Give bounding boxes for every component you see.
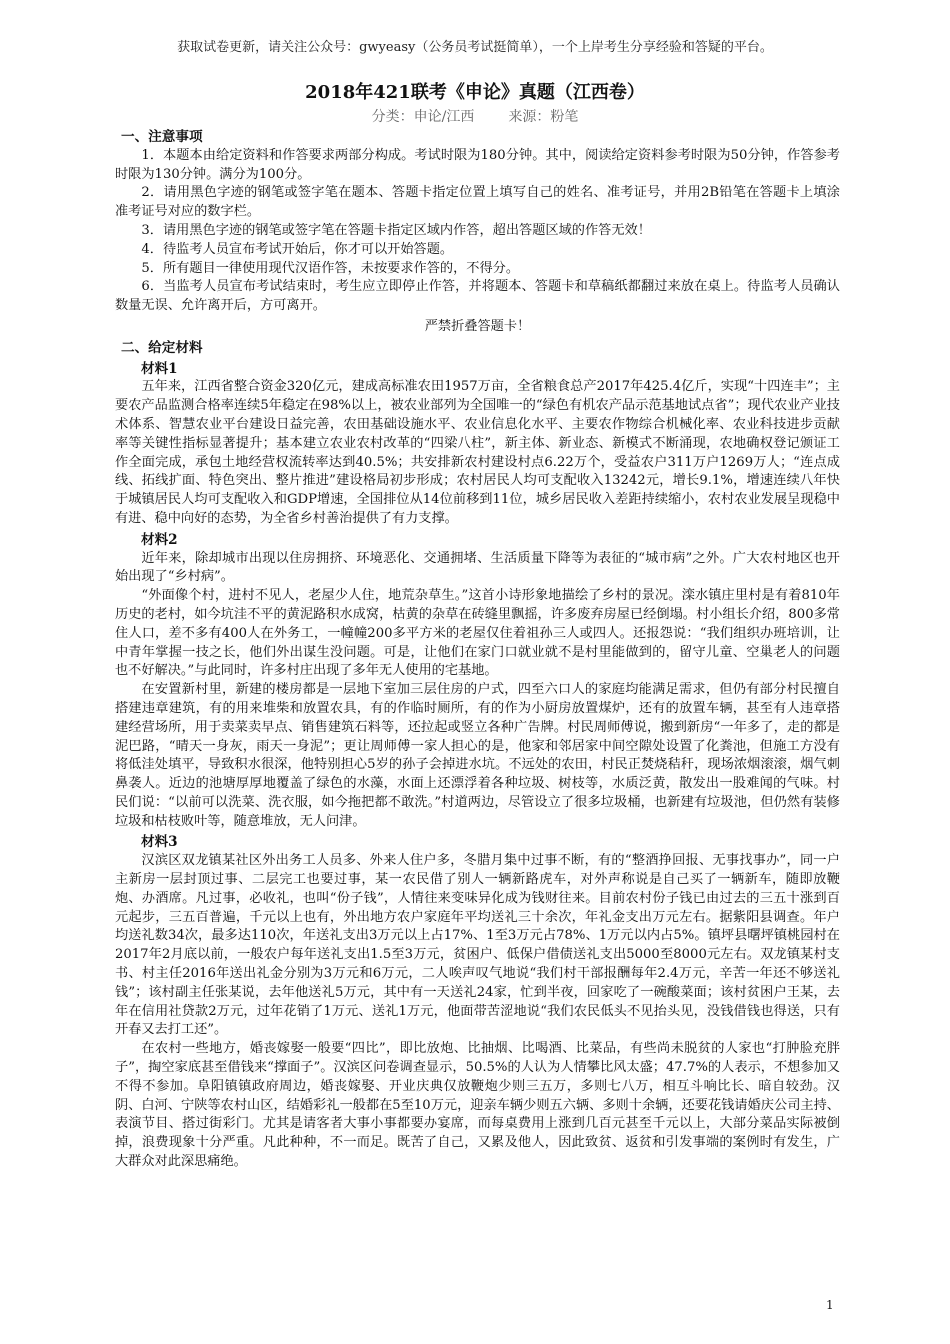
material-2-title: 材料2 xyxy=(141,531,178,548)
category-label: 分类：申论/江西 xyxy=(371,109,475,125)
material-1-title: 材料1 xyxy=(141,360,178,377)
note-item: 3．请用黑色字迹的钢笔或签字笔在答题卡指定区域内作答，超出答题区域的作答无效！ xyxy=(141,222,651,238)
material-2-paragraph: “外面像个村，进村不见人，老屋少人住，地荒杂草生。”这首小诗形象地描绘了乡村的景况。滦水镇庄里村是有着810年历史的老村，如今坑洼不平的黄泥路积水成窝，枯黄的杂草在砖缝里飘摇，许多废弃房屋已经倒塌。村小组长介绍，800多常住人口，差不多有400人在外务工，一幢幢200多平方米的老屋仅住着祖孙三人或四人。还报怨说：“我们组织办班培训，让中青年掌握一技之长，他们外出谋生没问题。可是，让他们在家门口就业就不是村里能做到的，留守儿童、空巢老人的问题也不好解决。”与此同时，许多村庄出现了多年无人使用的宅基地。 xyxy=(115,588,840,679)
material-3-paragraph: 在农村一些地方，婚丧嫁娶一般要“四比”，即比放炮、比抽烟、比喝酒、比菜品，有些尚未脱贫的人家也“打肿脸充胖子”，掏空家底甚至借钱来“撑面子”。汉滨区问卷调查显示，50.5%的人认为人情攀比风太盛；47.7%的人表示，不想参加又不得不参加。阜阳镇镇政府周边，婚丧嫁娶、开业庆典仅放鞭炮少则三五万，多则七八万，相互斗响比长、暗自较劲。汉阴、白河、宁陕等农村山区，结婚彩礼一般都在5至10万元，迎亲车辆少则五六辆、多则十余辆，还要花钱请婚庆公司主持、表演节目、搭过街彩门。尤其是请客者大事小事都要办宴席，而每桌费用上涨到几百元甚至千元以上，大部分菜品实际被倒掉，浪费现象十分严重。凡此种种，不一而足。既苦了自己，又累及他人，因此致贫、返贫和引发事端的案例时有发生，广大群众对此深思痛绝。 xyxy=(115,1041,840,1170)
document-meta xyxy=(0,106,950,126)
note-item: 5．所有题目一律使用现代汉语作答，未按要求作答的，不得分。 xyxy=(141,260,520,276)
note-item: 4．待监考人员宣布考试开始后，你才可以开始答题。 xyxy=(141,241,454,257)
notes-list xyxy=(115,147,840,316)
notes-heading: 一、注意事项 xyxy=(121,129,203,145)
note-item: 6．当监考人员宣布考试结束时，考生应立即停止作答，并将题本、答题卡和草稿纸都翻过来放在桌上。待监考人员确认数量无误、允许离开后，方可离开。 xyxy=(115,279,840,314)
note-item: 1．本题本由给定资料和作答要求两部分构成。考试时限为180分钟。其中，阅读给定资料参考时限为50分钟，作答参考时限为130分钟。满分为100分。 xyxy=(115,147,840,182)
material-3-title: 材料3 xyxy=(141,834,178,851)
material-1-paragraph: 五年来，江西省整合资金320亿元，建成高标准农田1957万亩，全省粮食总产2017年425.4亿斤，实现“十四连丰”；主要农产品监测合格率连续5年稳定在98%以上，被农业部列为全国唯一的“绿色有机农产品示范基地试点省”；现代农业产业技术体系、智慧农业平台建设日益完善，农田基础设施水平、农业信息化水平、主要农作物综合机械化率、农业科技进步贡献率等关键性指标显著提升；基本建立农业农村改革的“四梁八柱”，新主体、新业态、新模式不断涌现，农地确权登记颁证工作全面完成，承包土地经营权流转率达到40.5%；共安排新农村建设村点6.22万个，受益农户311万户1269万人；“连点成线、拓线扩面、特色突出、整片推进”建设格局初步形成；农村居民人均可支配收入13242元，增长9.1%，增速连续八年快于城镇居民人均可支配收入和GDP增速，全国排位从14位前移到11位，城乡居民收入差距持续缩小，农村农业发展呈现稳中有进、稳中向好的态势，为全省乡村善治提供了有力支撑。 xyxy=(115,379,840,526)
material-2-paragraph: 近年来，除却城市出现以住房拥挤、环境恶化、交通拥堵、生活质量下降等为表征的“城市病”之外。广大农村地区也开始出现了“乡村病”。 xyxy=(115,550,840,585)
material-2-paragraph: 在安置新村里，新建的楼房都是一层地下室加三层住房的户式，四至六口人的家庭均能满足需求，但仍有部分村民擅自搭建违章建筑，有的用来堆柴和放置农具，有的作临时厕所，有的作为小厨房放置煤炉，还有的放置车辆，甚至有人违章搭建经营场所，用于卖菜卖早点、销售建筑石料等，还拉起或竖立各种广告牌。村民周师傅说，搬到新房“一年多了，走的都是泥巴路，“晴天一身灰，雨天一身泥”；更让周师傅一家人担心的是，他家和邻居家中间空隙处设置了化粪池，但施工方没有将低洼处填平，导致积水很深，他特别担心5岁的孙子会掉进水坑。不远处的农田，村民正焚烧秸秆，现场浓烟滚滚，烟气刺鼻袭人。近边的池塘厚厚地覆盖了绿色的水藻，水面上还漂浮着各种垃圾、树枝等，水质泛黄，散发出一股难闻的气味。村民们说：“以前可以洗菜、洗衣服，如今拖把都不敢洗。”村道两边，尽管设立了很多垃圾桶，也新建有垃圾池，但仍然有装修垃圾和枯枝败叶等，随意堆放，无人问津。 xyxy=(115,682,840,829)
header-notice: 获取试卷更新，请关注公众号：gwyeasy（公务员考试挺简单），一个上岸考生分享经验和答疑的平台。 xyxy=(177,40,773,55)
material-3-paragraph: 汉滨区双龙镇某社区外出务工人员多、外来人住户多，冬腊月集中过事不断，有的“整酒挣回报、无事找事办”，同一户主新房一层封顶过事、二层完工也要过事，某一农民借了别人一辆新路虎车，对外声称说是自己买了一辆新车，随即放鞭炮、办酒席。凡过事，必收礼，也叫“份子钱”，人情往来变味异化成为钱财往来。目前农村份子钱已由过去的三五十涨到百元起步，三五百普遍，千元以上也有，外出地方农户家庭年平均送礼三十余次，年礼金支出万元左右。据紫阳县调查。年户均送礼数34次，最多达110次，年送礼支出3万元以上占17%、1至3万元占78%、1万元以内占5%。镇坪县曙坪镇桃园村在2017年2月底以前，一般农户每年送礼支出1.5至3万元，贫困户、低保户借债送礼支出5000至8000元左右。双龙镇某村支书、村主任2016年送出礼金分别为3万元和6万元，二人唉声叹气地说“我们村干部报酬每年2.4万元，辛苦一年还不够送礼钱”；该村副主任张某说，去年他送礼5万元，其中有一天送礼24家，忙到半夜，回家吃了一碗酸菜面；该村贫困户王某，去年在信用社贷款2万元，过年花销了1万元、送礼1万元，他面带苦涩地说“我们农民低头不见抬头见，没钱借钱也得送，只有开春又去打工还”。 xyxy=(115,853,840,1038)
document-body xyxy=(115,128,840,1172)
warning-text: 严禁折叠答题卡！ xyxy=(424,318,531,334)
page-number: 1 xyxy=(826,1298,834,1312)
note-item: 2．请用黑色字迹的钢笔或签字笔在题本、答题卡指定位置上填写自己的姓名、准考证号，并用2B铅笔在答题卡上填涂准考证号对应的数字栏。 xyxy=(115,185,840,220)
document-title: 2018年421联考《申论》真题（江西卷） xyxy=(305,82,645,103)
materials-heading: 二、给定材料 xyxy=(121,339,203,356)
source-label: 来源：粉笔 xyxy=(508,109,579,125)
